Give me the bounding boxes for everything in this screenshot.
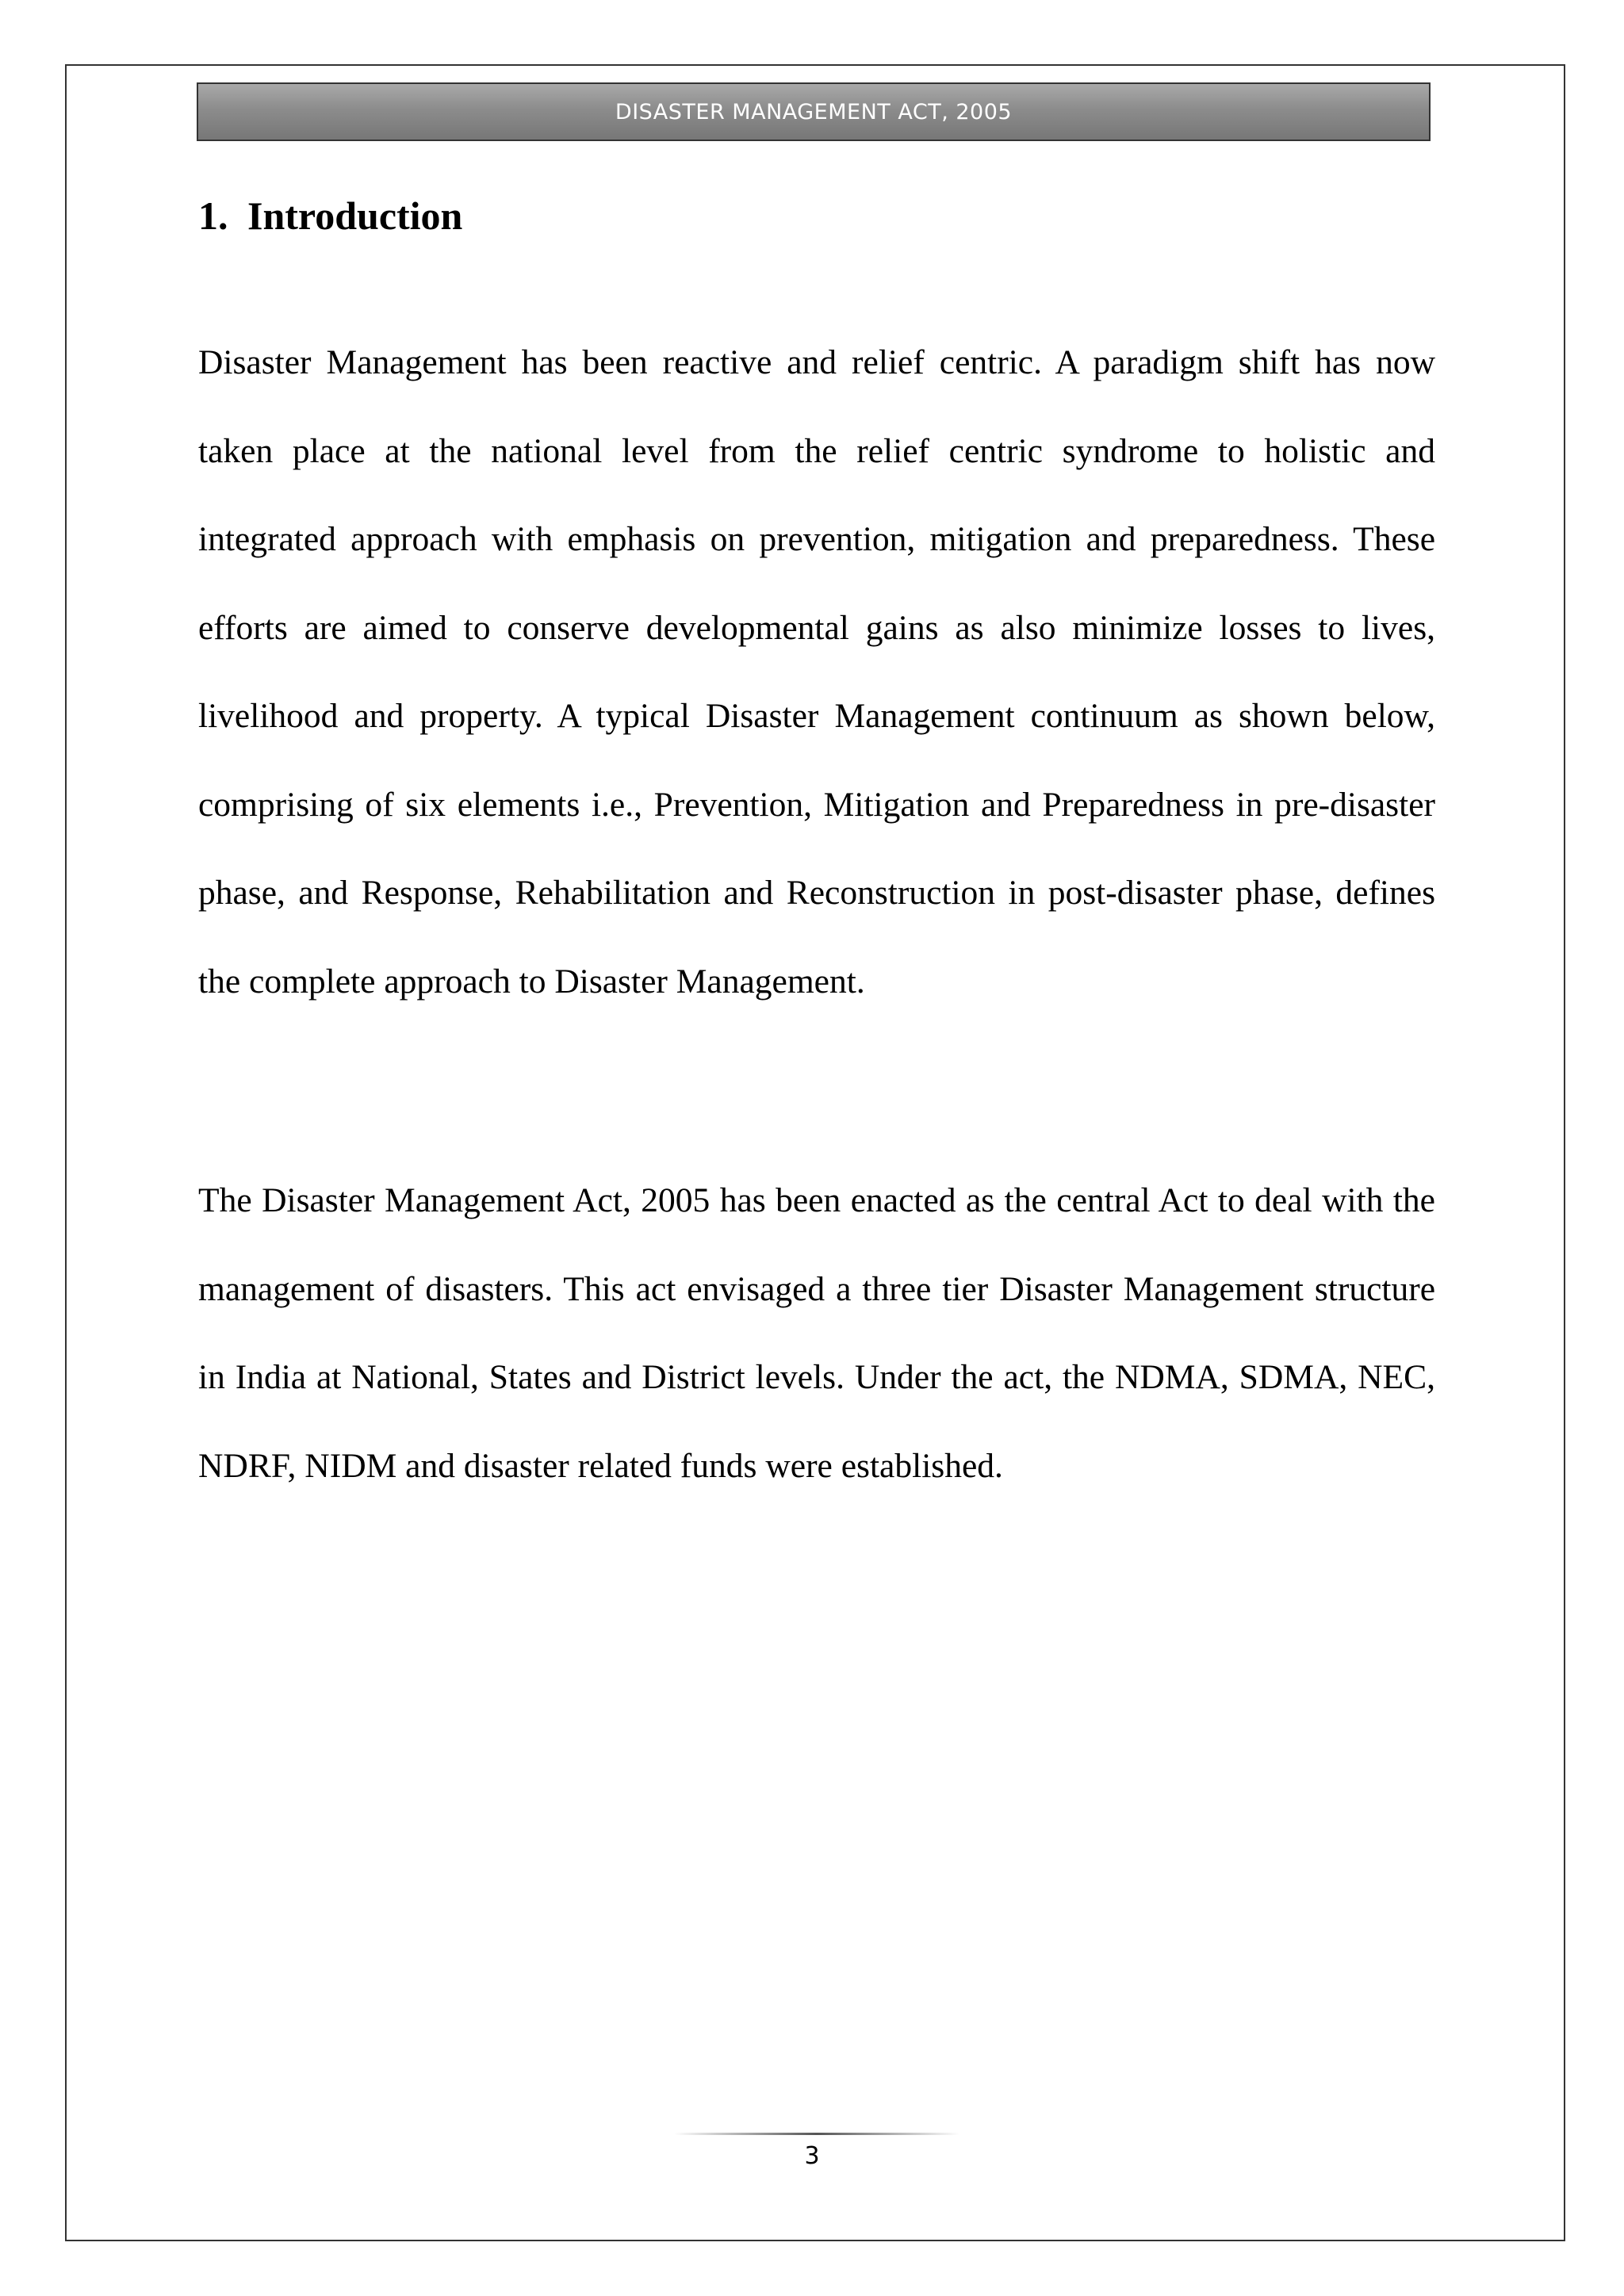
running-header-title: DISASTER MANAGEMENT ACT, 2005 — [615, 99, 1013, 124]
page-number: 3 — [804, 2142, 820, 2170]
body-paragraph-2: The Disaster Management Act, 2005 has been enacted as the central Act to deal with the management of disasters. This act envisaged a three tier Disaster Management structure in India at National, States and District levels. Under the act, the NDMA, SDMA, NEC, NDRF, NIDM and disaster related funds were established. — [198, 1181, 1435, 1485]
body-paragraph-1: Disaster Management has been reactive and relief centric. A paradigm shift has now taken place at the national level from the relief centric syndrome to holistic and integrated approach with emphasis on prevention, mitigation and preparedness. These efforts are aimed to conserve developmental gains as also minimize losses to lives, livelihood and property. A typical Disaster Management continuum as shown below, comprising of six elements i.e., Prevention, Mitigation and Preparedness in pre-disaster phase, and Response, Rehabilitation and Reconstruction in post-disaster phase, defines the complete approach to Disaster Management. — [198, 343, 1435, 1001]
section-title: Introduction — [247, 193, 463, 238]
section-heading — [198, 192, 462, 239]
running-header — [197, 82, 1431, 141]
section-number: 1. — [198, 193, 228, 238]
footer-divider — [674, 2133, 959, 2135]
